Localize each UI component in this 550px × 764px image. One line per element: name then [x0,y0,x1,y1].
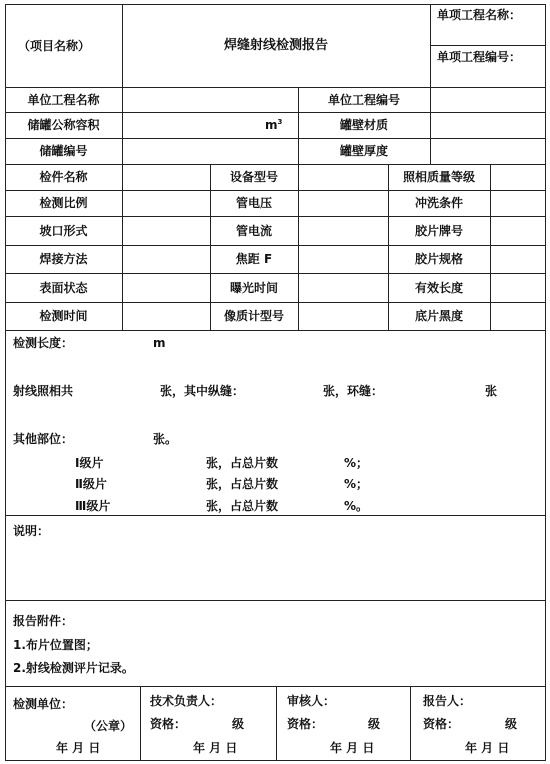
param-col1-2: 坡口形式 [39,224,88,238]
border-right [545,4,546,761]
total-label: 射线照相共 [13,384,74,398]
grade-1-label: Ⅰ级片 [75,456,104,470]
unit-project-no-label: 单位工程编号 [327,93,400,107]
param-col2-5: 像质计型号 [223,309,284,323]
param-col1-1: 检测比例 [39,196,88,210]
report-title: 焊缝射线检测报告 [223,38,328,53]
reporter-label: 报告人： [423,694,472,708]
attachment-item-2: 2.射线检测评片记录。 [13,661,134,675]
grade-3-text: 张，占总片数 [206,499,279,513]
wall-thickness-label: 罐壁厚度 [339,144,388,158]
other-unit: 张。 [153,432,178,446]
wall-material-label: 罐壁材质 [339,118,388,132]
grade-2-text: 张，占总片数 [206,477,279,491]
grade-1-text: 张，占总片数 [206,456,279,470]
date-unit: 年 月 日 [56,741,101,755]
param-col2-1: 管电压 [235,196,272,210]
length-label: 检测长度： [13,336,74,350]
tech-qual-label: 资格： [150,717,187,731]
single-project-name-label: 单项工程名称： [437,8,522,22]
length-unit: m [153,336,166,350]
circ-unit: 张 [485,384,498,398]
notes-label: 说明： [13,524,50,538]
single-project-no-label: 单项工程编号： [437,50,522,64]
reporter-grade-label: 级 [505,717,518,731]
unit-project-name-label: 单位工程名称 [27,93,100,107]
header-split-line [430,45,546,46]
results-bottom-line [5,515,546,516]
circ-label: 张，环缝： [323,384,384,398]
tech-date: 年 月 日 [193,741,238,755]
param-col3-5: 底片黑度 [414,309,463,323]
notes-bottom-line [5,600,546,601]
border-top [5,4,546,5]
grade-3-label: Ⅲ级片 [75,499,111,513]
param-col3-2: 胶片牌号 [414,224,463,238]
param-col1-3: 焊接方法 [39,252,88,266]
reporter-qual-label: 资格： [423,717,460,731]
tech-grade-label: 级 [232,717,245,731]
param-col1-0: 检件名称 [39,170,88,184]
param-col3-1: 冲洗条件 [414,196,463,210]
tank-capacity-label: 储罐公称容积 [27,118,100,132]
param-col3-0: 照相质量等级 [402,170,475,184]
capacity-unit: $m^3$ [265,118,283,132]
other-label: 其他部位： [13,432,74,446]
reporter-date: 年 月 日 [465,741,510,755]
reviewer-grade-label: 级 [368,717,381,731]
param-col2-2: 管电流 [235,224,272,238]
param-col2-0: 设备型号 [229,170,278,184]
grade-2-label: Ⅱ级片 [75,477,107,491]
grade-3-pct: %。 [344,499,369,513]
official-seal-label: （公章） [84,719,133,733]
param-col2-4: 曝光时间 [229,281,278,295]
grade-1-pct: %； [344,456,369,470]
param-col3-4: 有效长度 [414,281,463,295]
reviewer-label: 审核人： [287,694,336,708]
reviewer-date: 年 月 日 [330,741,375,755]
param-col3-3: 胶片规格 [414,252,463,266]
param-col1-5: 检测时间 [39,309,88,323]
tech-lead-label: 技术负责人： [150,694,223,708]
attachments-label: 报告附件： [13,614,74,628]
param-col1-4: 表面状态 [39,281,88,295]
total-mid: 张，其中纵缝： [160,384,245,398]
param-col2-3: 焦距 F [235,252,273,266]
reviewer-qual-label: 资格： [287,717,324,731]
inspection-unit-label: 检测单位： [13,697,74,711]
project-name-label: （项目名称） [18,39,91,53]
tank-no-label: 储罐编号 [39,144,88,158]
grade-2-pct: %； [344,477,369,491]
attachment-item-1: 1.布片位置图； [13,638,98,652]
header-bottom-line [5,87,546,88]
